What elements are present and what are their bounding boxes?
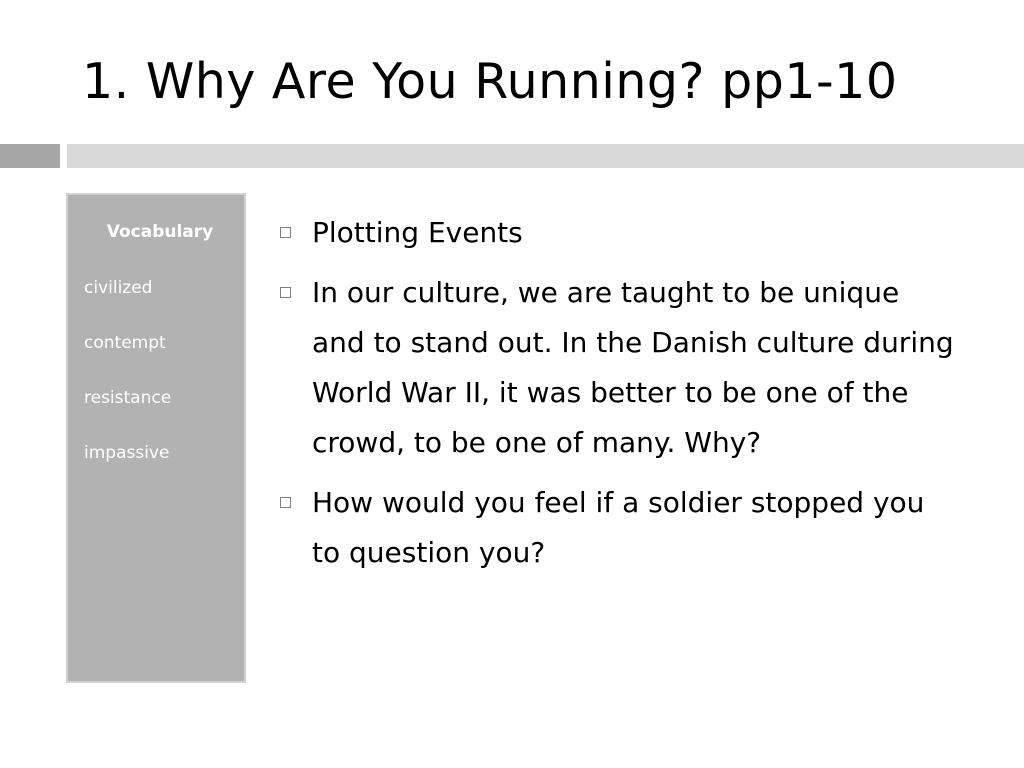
- bullet-item: [278, 478, 958, 578]
- vocabulary-item: resistance: [84, 388, 172, 408]
- vocabulary-item: contempt: [84, 333, 166, 353]
- vocabulary-heading: Vocabulary: [106, 222, 214, 242]
- hollow-square-icon: [280, 227, 291, 238]
- accent-bar-left: [0, 144, 60, 168]
- bullet-item: [278, 208, 958, 258]
- hollow-square-icon: [280, 497, 291, 508]
- bullet-text: How would you feel if a soldier stopped you to question you?: [312, 486, 925, 569]
- accent-bar-right: [67, 144, 1024, 168]
- bullet-text: Plotting Events: [312, 216, 523, 249]
- bullet-list: [278, 208, 958, 588]
- hollow-square-icon: [280, 287, 291, 298]
- slide-title: 1. Why Are You Running? pp1-10: [82, 53, 898, 110]
- vocabulary-item: impassive: [84, 443, 170, 463]
- vocabulary-sidebar: [66, 193, 246, 683]
- bullet-text: In our culture, we are taught to be unique and to stand out. In the Danish culture during World War II, it was better to be one of the crowd, to be one of many. Why?: [312, 276, 954, 459]
- vocabulary-list: [84, 277, 171, 497]
- vocabulary-item: civilized: [84, 278, 153, 298]
- bullet-item: [278, 268, 958, 468]
